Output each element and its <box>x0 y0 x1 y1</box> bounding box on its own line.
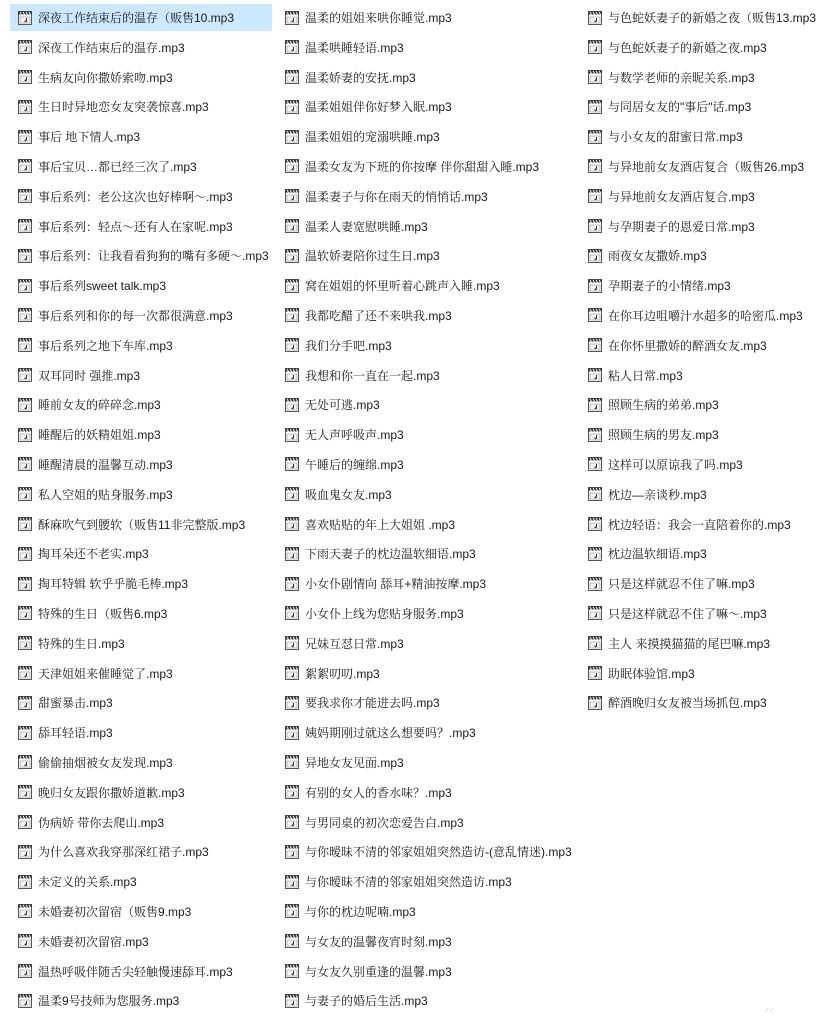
file-item[interactable] <box>580 660 786 687</box>
file-name: 孕期妻子的小情绪.mp3 <box>608 279 731 294</box>
file-name: 睡醒后的妖精姐姐.mp3 <box>38 428 161 443</box>
audio-file-icon <box>284 69 305 85</box>
file-name: 与异地前女友酒店复合.mp3 <box>608 189 755 204</box>
audio-file-icon <box>284 397 305 413</box>
file-name: 特殊的生日.mp3 <box>38 636 125 651</box>
audio-file-icon <box>284 367 305 383</box>
file-item[interactable] <box>277 958 577 985</box>
file-column-3 <box>580 4 816 719</box>
audio-file-icon <box>284 576 305 592</box>
file-item[interactable] <box>277 153 577 180</box>
file-name: 伪病娇 带你去爬山.mp3 <box>38 815 165 830</box>
file-item[interactable] <box>10 64 272 91</box>
file-name: 偷偷抽烟被女友发现.mp3 <box>38 755 173 770</box>
audio-file-icon <box>284 754 305 770</box>
file-item[interactable] <box>10 809 272 836</box>
audio-file-icon <box>17 10 38 26</box>
audio-file-icon <box>284 278 305 294</box>
file-item[interactable] <box>277 570 577 597</box>
file-name: 与色蛇妖妻子的新婚之夜.mp3 <box>608 40 767 55</box>
audio-file-icon <box>284 695 305 711</box>
file-item[interactable] <box>277 809 577 836</box>
file-item[interactable] <box>10 4 272 31</box>
file-name: 温柔人妻宽慰哄睡.mp3 <box>305 219 428 234</box>
file-name: 枕边—亲谈秒.mp3 <box>608 487 707 502</box>
file-name: 深夜工作结束后的温存（贩售10.mp3 <box>38 11 235 25</box>
file-name: 生日时异地恋女友突袭惊喜.mp3 <box>38 100 209 115</box>
audio-file-icon <box>284 546 305 562</box>
file-name: 与你暧昧不清的邻家姐姐突然造访.mp3 <box>305 875 512 890</box>
file-item[interactable] <box>10 749 272 776</box>
audio-file-icon <box>587 39 608 55</box>
audio-file-icon <box>284 665 305 681</box>
audio-file-icon <box>17 933 38 949</box>
file-item[interactable] <box>10 570 272 597</box>
audio-file-icon <box>284 188 305 204</box>
file-item[interactable] <box>277 540 577 567</box>
file-item[interactable] <box>580 213 786 240</box>
file-name: 甜蜜暴击.mp3 <box>38 696 113 711</box>
audio-file-icon <box>587 248 608 264</box>
file-item[interactable] <box>277 183 577 210</box>
file-name: 助眠体验馆.mp3 <box>608 666 695 681</box>
file-item[interactable] <box>580 540 786 567</box>
file-item[interactable] <box>10 123 272 150</box>
audio-file-icon <box>284 99 305 115</box>
audio-file-icon <box>284 158 305 174</box>
file-item[interactable] <box>10 451 272 478</box>
file-column-1 <box>10 4 272 1017</box>
file-name: 只是这样就忍不住了嘛.mp3 <box>608 577 755 592</box>
audio-file-icon <box>587 337 608 353</box>
audio-file-icon <box>284 814 305 830</box>
audio-file-icon <box>17 367 38 383</box>
audio-file-icon <box>17 337 38 353</box>
audio-file-icon <box>587 307 608 323</box>
file-name: 私人空姐的贴身服务.mp3 <box>38 487 173 502</box>
audio-file-icon <box>587 516 608 532</box>
file-name: 温柔哄睡轻语.mp3 <box>305 40 404 55</box>
file-name: 枕边温软细语.mp3 <box>608 547 707 562</box>
file-item[interactable] <box>277 660 577 687</box>
audio-file-icon <box>587 69 608 85</box>
file-name: 事后系列sweet talk.mp3 <box>38 279 167 294</box>
file-name: 主人 来摸摸猫猫的尾巴嘛.mp3 <box>608 636 771 651</box>
file-item[interactable] <box>10 481 272 508</box>
file-name: 与小女友的甜蜜日常.mp3 <box>608 130 743 145</box>
audio-file-icon <box>17 993 38 1009</box>
file-item[interactable] <box>277 928 577 955</box>
audio-file-icon <box>17 635 38 651</box>
file-item[interactable] <box>10 987 272 1014</box>
audio-file-icon <box>284 635 305 651</box>
file-item[interactable] <box>580 302 803 329</box>
file-item[interactable] <box>580 183 786 210</box>
audio-file-icon <box>284 218 305 234</box>
file-item[interactable] <box>277 689 577 716</box>
audio-file-icon <box>284 39 305 55</box>
file-item[interactable] <box>10 391 272 418</box>
file-name: 与妻子的婚后生活.mp3 <box>305 994 428 1009</box>
file-name: 温柔姐姐的宠溺哄睡.mp3 <box>305 130 440 145</box>
audio-file-icon <box>17 486 38 502</box>
file-item[interactable] <box>277 302 577 329</box>
file-name: 双耳同时 强推.mp3 <box>38 368 141 383</box>
audio-file-icon <box>17 516 38 532</box>
file-name: 只是这样就忍不住了嘛～.mp3 <box>608 606 767 621</box>
file-name: 未婚妻初次留宿.mp3 <box>38 934 149 949</box>
audio-file-icon <box>17 69 38 85</box>
file-name: 事后系列：让我看看狗狗的嘴有多硬～.mp3 <box>38 249 269 264</box>
audio-file-icon <box>284 10 305 26</box>
audio-file-icon <box>17 784 38 800</box>
file-name: 深夜工作结束后的温存.mp3 <box>38 40 185 55</box>
file-name: 我们分手吧.mp3 <box>305 338 392 353</box>
audio-file-icon <box>587 456 608 472</box>
file-name: 枕边轻语：我会一直陪着你的.mp3 <box>608 517 791 532</box>
audio-file-icon <box>284 993 305 1009</box>
file-name: 掏耳朵还不老实.mp3 <box>38 547 149 562</box>
file-item[interactable] <box>580 421 786 448</box>
file-name: 事后系列：轻点～还有人在家呢.mp3 <box>38 219 233 234</box>
file-item[interactable] <box>10 630 272 657</box>
file-name: 絮絮叨叨.mp3 <box>305 666 380 681</box>
audio-file-icon <box>284 844 305 860</box>
file-name: 我都吃醋了还不来哄我.mp3 <box>305 308 452 323</box>
audio-file-icon <box>284 725 305 741</box>
file-name: 照顾生病的弟弟.mp3 <box>608 398 719 413</box>
file-item[interactable] <box>277 779 577 806</box>
file-name: 无处可逃.mp3 <box>305 398 380 413</box>
audio-file-icon <box>17 754 38 770</box>
file-item[interactable] <box>277 362 577 389</box>
file-item[interactable] <box>10 660 272 687</box>
audio-file-icon <box>284 456 305 472</box>
audio-file-icon <box>284 516 305 532</box>
file-name: 照顾生病的男友.mp3 <box>608 428 719 443</box>
file-name: 晚归女友跟你撒娇道歉.mp3 <box>38 785 185 800</box>
audio-file-icon <box>284 605 305 621</box>
file-name: 异地女友见面.mp3 <box>305 755 404 770</box>
file-item[interactable] <box>580 64 786 91</box>
file-item[interactable] <box>277 64 577 91</box>
file-item[interactable] <box>580 362 786 389</box>
file-name: 与色蛇妖妻子的新婚之夜（贩售13.mp3 <box>608 11 816 25</box>
audio-file-icon <box>284 427 305 443</box>
audio-file-icon <box>17 963 38 979</box>
file-item[interactable] <box>580 511 791 538</box>
audio-file-icon <box>17 307 38 323</box>
file-item[interactable] <box>580 93 786 120</box>
file-name: 与异地前女友酒店复合（贩售26.mp3 <box>608 159 805 174</box>
file-item[interactable] <box>10 600 272 627</box>
file-item[interactable] <box>580 689 786 716</box>
file-item[interactable] <box>277 391 577 418</box>
audio-file-icon <box>587 546 608 562</box>
file-item[interactable] <box>277 93 577 120</box>
file-name: 无人声呼吸声.mp3 <box>305 428 404 443</box>
audio-file-icon <box>284 903 305 919</box>
file-item[interactable] <box>580 34 786 61</box>
file-item[interactable] <box>10 868 272 895</box>
file-item[interactable] <box>580 391 786 418</box>
file-item[interactable] <box>580 4 816 31</box>
file-item[interactable] <box>277 898 577 925</box>
file-item[interactable] <box>277 242 577 269</box>
file-name: 生病友向你撒娇索吻.mp3 <box>38 70 173 85</box>
audio-file-icon <box>17 695 38 711</box>
file-name: 与同居女友的"事后"话.mp3 <box>608 100 752 115</box>
file-name: 事后系列之地下车库.mp3 <box>38 338 173 353</box>
file-item[interactable] <box>10 34 272 61</box>
audio-file-icon <box>17 397 38 413</box>
audio-file-icon <box>284 337 305 353</box>
audio-file-icon <box>284 963 305 979</box>
file-name: 天津姐姐来催睡觉了.mp3 <box>38 666 173 681</box>
file-name: 姨妈期刚过就这么想要吗？.mp3 <box>305 726 476 741</box>
file-name: 喜欢贴贴的年上大姐姐 .mp3 <box>305 517 456 532</box>
audio-file-icon <box>284 307 305 323</box>
file-item[interactable] <box>10 183 272 210</box>
file-item[interactable] <box>580 332 786 359</box>
file-name: 为什么喜欢我穿那深红裙子.mp3 <box>38 845 209 860</box>
file-name: 窝在姐姐的怀里听着心跳声入睡.mp3 <box>305 279 500 294</box>
file-name: 温柔9号技师为您服务.mp3 <box>38 994 180 1009</box>
audio-file-icon <box>587 635 608 651</box>
audio-file-icon <box>284 874 305 890</box>
audio-file-icon <box>17 814 38 830</box>
file-item[interactable] <box>277 481 577 508</box>
audio-file-icon <box>587 218 608 234</box>
file-name: 小女仆剧情向 舔耳+精油按摩.mp3 <box>305 577 487 592</box>
file-name: 与女友久别重逢的温馨.mp3 <box>305 964 452 979</box>
file-item[interactable] <box>277 868 577 895</box>
file-name: 温热呼吸伴随舌尖轻触慢速舔耳.mp3 <box>38 964 233 979</box>
file-name: 与你的枕边呢喃.mp3 <box>305 904 416 919</box>
file-name: 小女仆上线为您贴身服务.mp3 <box>305 606 464 621</box>
file-name: 在你怀里撒娇的醉酒女友.mp3 <box>608 338 767 353</box>
audio-file-icon <box>587 605 608 621</box>
audio-file-icon <box>17 546 38 562</box>
file-item[interactable] <box>580 481 786 508</box>
file-name: 我想和你一直在一起.mp3 <box>305 368 440 383</box>
file-name: 掏耳特辑 软乎乎脆毛棒.mp3 <box>38 577 189 592</box>
audio-file-icon <box>587 158 608 174</box>
audio-file-icon <box>587 665 608 681</box>
file-item[interactable] <box>10 242 272 269</box>
file-item[interactable] <box>580 630 786 657</box>
file-item[interactable] <box>10 93 272 120</box>
file-item[interactable] <box>580 272 786 299</box>
file-name: 事后宝贝…都已经三次了.mp3 <box>38 159 197 174</box>
file-name: 酥麻吹气到腰软（贩售11非完整版.mp3 <box>38 517 246 532</box>
audio-file-icon <box>17 39 38 55</box>
file-name: 雨夜女友撒娇.mp3 <box>608 249 707 264</box>
audio-file-icon <box>17 605 38 621</box>
audio-file-icon <box>17 278 38 294</box>
file-name: 醉酒晚归女友被当场抓包.mp3 <box>608 696 767 711</box>
file-item[interactable] <box>10 153 272 180</box>
file-name: 睡前女友的碎碎念.mp3 <box>38 398 161 413</box>
file-item[interactable] <box>10 213 272 240</box>
file-name: 事后系列和你的每一次都很满意.mp3 <box>38 308 233 323</box>
file-name: 与男同桌的初次恋爱告白.mp3 <box>305 815 464 830</box>
audio-file-icon <box>284 933 305 949</box>
audio-file-icon <box>17 158 38 174</box>
file-name: 温柔姐姐伴你好梦入眠.mp3 <box>305 100 452 115</box>
file-name: 有别的女人的香水味？.mp3 <box>305 785 452 800</box>
file-item[interactable] <box>10 719 272 746</box>
file-item[interactable] <box>277 272 577 299</box>
file-name: 温柔娇妻的安抚.mp3 <box>305 70 416 85</box>
file-item[interactable] <box>277 213 577 240</box>
file-item[interactable] <box>10 540 272 567</box>
file-item[interactable] <box>10 838 272 865</box>
audio-file-icon <box>17 874 38 890</box>
file-name: 事后 地下情人.mp3 <box>38 130 141 145</box>
audio-file-icon <box>587 427 608 443</box>
audio-file-icon <box>17 665 38 681</box>
audio-file-icon <box>17 725 38 741</box>
file-item[interactable] <box>277 719 577 746</box>
file-item[interactable] <box>10 958 272 985</box>
audio-file-icon <box>284 248 305 264</box>
file-item[interactable] <box>10 272 272 299</box>
file-item[interactable] <box>277 34 577 61</box>
file-item[interactable] <box>580 600 786 627</box>
audio-file-icon <box>587 99 608 115</box>
file-name: 与女友的温馨夜宵时刻.mp3 <box>305 934 452 949</box>
file-item[interactable] <box>10 302 272 329</box>
audio-file-icon <box>587 367 608 383</box>
file-item[interactable] <box>277 332 577 359</box>
file-item[interactable] <box>277 630 577 657</box>
audio-file-icon <box>587 695 608 711</box>
file-item[interactable] <box>580 451 786 478</box>
audio-file-icon <box>17 218 38 234</box>
file-item[interactable] <box>580 570 786 597</box>
audio-file-icon <box>587 10 608 26</box>
audio-file-icon <box>17 903 38 919</box>
corner-mark-icon: ⸝⸝ <box>764 1003 774 1014</box>
file-name: 未定义的关系.mp3 <box>38 875 137 890</box>
file-name: 午睡后的缠绵.mp3 <box>305 457 404 472</box>
file-name: 未婚妻初次留宿（贩售9.mp3 <box>38 904 192 919</box>
file-name: 事后系列：老公这次也好棒啊～.mp3 <box>38 189 233 204</box>
file-item[interactable] <box>277 451 577 478</box>
file-item[interactable] <box>10 928 272 955</box>
file-name: 这样可以原谅我了吗.mp3 <box>608 457 743 472</box>
audio-file-icon <box>587 397 608 413</box>
file-name: 舔耳轻语.mp3 <box>38 726 113 741</box>
file-name: 吸血鬼女友.mp3 <box>305 487 392 502</box>
file-item[interactable] <box>277 749 577 776</box>
audio-file-icon <box>284 129 305 145</box>
audio-file-icon <box>17 576 38 592</box>
audio-file-icon <box>17 129 38 145</box>
file-name: 粘人日常.mp3 <box>608 368 683 383</box>
file-name: 下雨天妻子的枕边温软细语.mp3 <box>305 547 476 562</box>
file-name: 在你耳边咀嚼汁水超多的哈密瓜.mp3 <box>608 308 803 323</box>
file-item[interactable] <box>277 4 577 31</box>
audio-file-icon <box>17 427 38 443</box>
audio-file-icon <box>284 784 305 800</box>
file-item[interactable] <box>277 511 577 538</box>
audio-file-icon <box>587 188 608 204</box>
file-item[interactable] <box>277 600 577 627</box>
audio-file-icon <box>284 486 305 502</box>
file-name: 特殊的生日（贩售6.mp3 <box>38 606 168 621</box>
file-item[interactable] <box>10 898 272 925</box>
file-item[interactable] <box>10 332 272 359</box>
file-item[interactable] <box>580 242 786 269</box>
file-name: 与你暧昧不清的邻家姐姐突然造访-(意乱情迷).mp3 <box>305 845 572 860</box>
audio-file-icon <box>587 129 608 145</box>
file-name: 温柔妻子与你在雨天的悄悄话.mp3 <box>305 189 488 204</box>
file-item[interactable] <box>277 987 577 1014</box>
audio-file-icon <box>587 278 608 294</box>
file-item[interactable] <box>580 153 805 180</box>
file-name: 与数学老师的亲昵关系.mp3 <box>608 70 755 85</box>
file-item[interactable] <box>10 511 272 538</box>
file-item[interactable] <box>277 838 577 865</box>
file-item[interactable] <box>277 421 577 448</box>
file-column-2 <box>277 4 577 1017</box>
audio-file-icon <box>17 248 38 264</box>
audio-file-icon <box>17 844 38 860</box>
file-name: 温柔女友为下班的你按摩 伴你甜甜入睡.mp3 <box>305 159 540 174</box>
file-name: 睡醒清晨的温馨互动.mp3 <box>38 457 173 472</box>
file-item[interactable] <box>10 362 272 389</box>
file-item[interactable] <box>10 689 272 716</box>
file-item[interactable] <box>10 421 272 448</box>
file-item[interactable] <box>277 123 577 150</box>
file-item[interactable] <box>10 779 272 806</box>
audio-file-icon <box>587 486 608 502</box>
audio-file-icon <box>17 99 38 115</box>
file-name: 与孕期妻子的恩爱日常.mp3 <box>608 219 755 234</box>
file-name: 兄妹互怼日常.mp3 <box>305 636 404 651</box>
file-name: 温软娇妻陪你过生日.mp3 <box>305 249 440 264</box>
audio-file-icon <box>587 576 608 592</box>
file-name: 要我求你才能进去吗.mp3 <box>305 696 440 711</box>
file-item[interactable] <box>580 123 786 150</box>
file-name: 温柔的姐姐来哄你睡觉.mp3 <box>305 11 452 25</box>
audio-file-icon <box>17 188 38 204</box>
audio-file-icon <box>17 456 38 472</box>
